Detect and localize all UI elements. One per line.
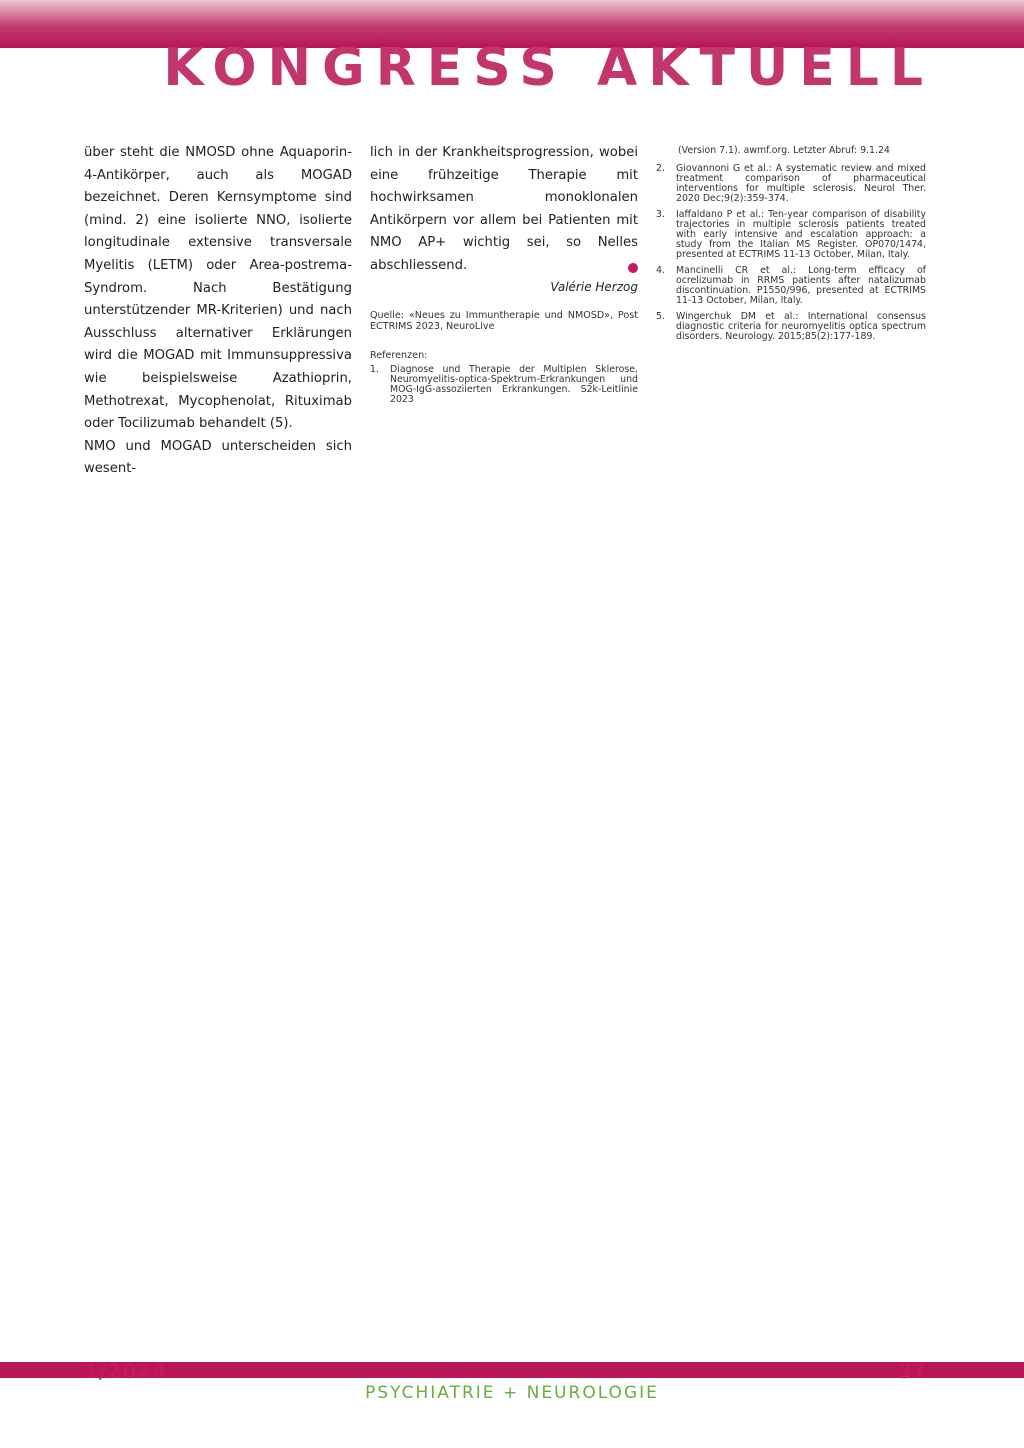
reference-text: Iaffaldano P et al.: Ten-year comparison of disability trajectories in multiple sclerosis patients treated with early intensive and escalation approach: a study from the Italian MS Register. OP070/1474, presented at ECTRIMS 11-13 October, Milan, Italy. [676, 209, 926, 260]
reference-number: 3. [656, 209, 665, 220]
body-paragraph: über steht die NMOSD ohne Aquaporin-4-Antikörper, auch als MOGAD bezeichnet. Deren Kernsymptome sind (mind. 2) eine isolierte NNO, isolierte longitudinale extensive transversale Myelitis (LETM) oder Area-postrema-Syndrom. Nach Bestätigung unterstützender MR-Kriterien) und nach Ausschluss alternativer Erklärungen wird die MOGAD mit Immunsuppressiva wie beispielsweise Azathioprin, Methotrexat, Mycophenolat, Rituximab oder Tocilizumab behandelt (5). [84, 145, 352, 432]
reference-text: Mancinelli CR et al.: Long-term efficacy of ocrelizumab in RRMS patients after natalizumab discontinuation. P1550/996, presented at ECTRIMS 11-13 October, Milan, Italy. [676, 265, 926, 306]
reference-list [656, 164, 926, 342]
end-of-article-icon [628, 263, 638, 273]
body-paragraph: lich in der Krankheitsprogression, wobei eine frühzeitige Therapie mit hochwirksamen monoklonalen Antikörpern vor allem bei Patienten mit NMO AP+ wichtig sei, so Nelles abschliessend. [370, 145, 638, 273]
reference-continuation: (Version 7.1). awmf.org. Letzter Abruf: 9.1.24 [678, 145, 890, 156]
source-note: Quelle: «Neues zu Immuntherapie und NMOSD», Post ECTRIMS 2023, NeuroLive [370, 309, 638, 332]
page-number: 37 [898, 1359, 926, 1383]
reference-number: 1. [370, 363, 379, 375]
section-title: KONGRESS AKTUELL [163, 38, 934, 98]
reference-item [656, 266, 926, 306]
reference-text: Diagnose und Therapie der Multiplen Sklerose, Neuromyelitis-optica-Spektrum-Erkrankungen und MOG-IgG-assoziierten Erkrankungen. S2k-Leitlinie 2023 [390, 363, 638, 405]
article-column-1 [84, 142, 352, 481]
issue-label: 1/2024 [84, 1359, 167, 1383]
reference-number: 2. [656, 163, 665, 174]
references-heading: Referenzen: [370, 349, 428, 361]
body-paragraph: NMO und MOGAD unterscheiden sich wesent- [84, 438, 352, 477]
reference-item [370, 365, 638, 405]
reference-item [656, 210, 926, 260]
journal-name: PSYCHIATRIE + NEUROLOGIE [365, 1383, 659, 1403]
reference-list [370, 365, 638, 405]
reference-text: Giovannoni G et al.: A systematic review and mixed treatment comparison of pharmaceutical interventions for multiple sclerosis. Neurol Ther. 2020 Dec;9(2):359-374. [676, 163, 926, 204]
article-column-3 [656, 142, 926, 348]
author-name: Valérie Herzog [550, 279, 638, 294]
reference-number: 5. [656, 311, 665, 322]
reference-text: Wingerchuk DM et al.: International consensus diagnostic criteria for neuromyelitis optica spectrum disorders. Neurology. 2015;85(2):177-189. [676, 311, 926, 342]
reference-item [656, 164, 926, 204]
article-column-2 [370, 142, 638, 411]
reference-number: 4. [656, 265, 665, 276]
reference-item [656, 312, 926, 342]
